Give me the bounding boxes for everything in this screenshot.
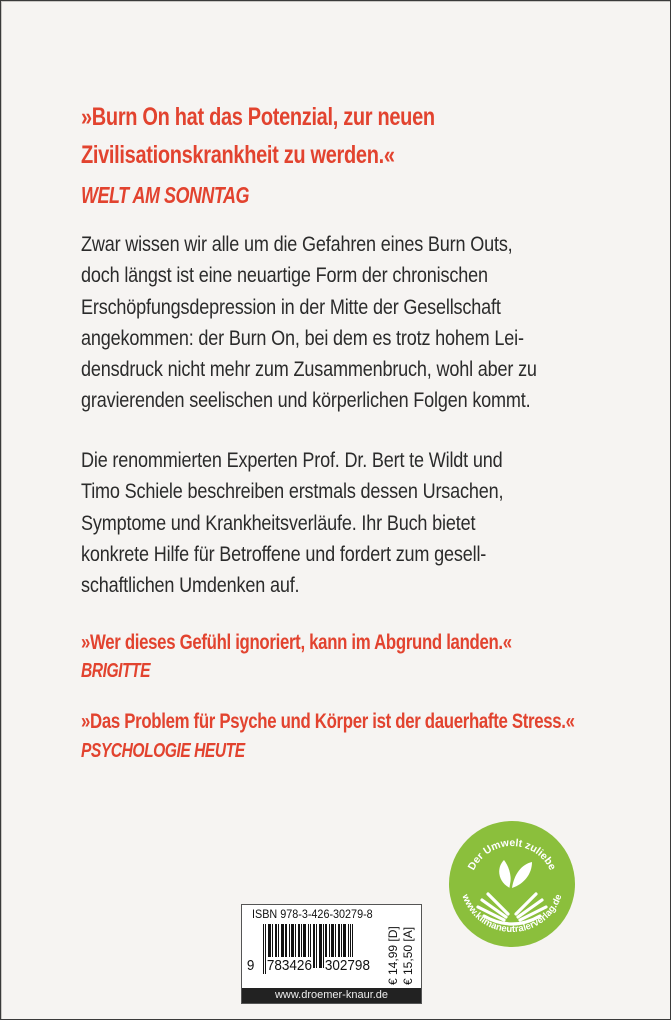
blurb-line: Die renommierten Experten Prof. Dr. Bert te Wildt und: [81, 449, 503, 472]
barcode-digits-group-1: 783426: [266, 957, 312, 974]
price-germany: € 14,99 [D]: [386, 926, 400, 985]
blurb-paragraph-1: [81, 229, 537, 417]
blurb-line: densdruck nicht mehr zum Zusammenbruch, wohl aber zu: [81, 358, 537, 382]
blurb-line: gravierenden seelischen und körperlichen Folgen kommt.: [81, 389, 531, 413]
blurb-line: Erschöpfungsdepression in der Mitte der Gesellschaft: [81, 295, 501, 319]
press-quote-brigitte: »Wer dieses Gefühl ignoriert, kann im Abgrund landen.«: [81, 631, 512, 654]
barcode-label: [241, 904, 422, 1004]
press-quote-source-brigitte: BRIGITTE: [81, 660, 151, 682]
blurb-paragraph-2: [81, 445, 503, 601]
blurb-line: schaftlichen Umdenken auf.: [81, 574, 300, 598]
press-quote-psychologie-heute: »Das Problem für Psyche und Körper ist der dauerhafte Stress.«: [81, 710, 575, 733]
isbn-number: ISBN 978-3-426-30279-8: [252, 907, 373, 921]
barcode-digits-group-2: 302798: [324, 957, 370, 974]
blurb-line: Timo Schiele beschreiben erstmals dessen Ursachen,: [81, 480, 504, 504]
main-quote-source: WELT AM SONNTAG: [81, 182, 250, 208]
main-quote-line-2: Zivilisationskrankheit zu werden.«: [81, 141, 395, 169]
blurb-line: Zwar wissen wir alle um die Gefahren eines Burn Outs,: [81, 233, 513, 256]
eco-seal-url: www.klimaneutralerverlag.de: [459, 892, 565, 936]
main-quote-line-1: »Burn On hat das Potenzial, zur neuen: [81, 103, 435, 131]
blurb-line: doch längst ist eine neuartige Form der chronischen: [81, 264, 488, 288]
blurb-line: konkrete Hilfe für Betroffene und fordert zum gesell-: [81, 542, 487, 566]
press-quote-source-psychologie-heute: PSYCHOLOGIE HEUTE: [81, 740, 245, 762]
price-austria: € 15,50 [A]: [401, 926, 415, 985]
blurb-line: Symptome und Krankheitsverläufe. Ihr Buch bietet: [81, 511, 476, 535]
blurb-line: angekommen: der Burn On, bei dem es trotz hohem Lei-: [81, 326, 524, 350]
eco-seal-icon: [448, 820, 576, 948]
barcode-digit-first: 9: [246, 957, 255, 974]
publisher-url: www.droemer-knaur.de: [242, 988, 421, 1003]
eco-seal-top-text: Der Umwelt zuliebe: [465, 836, 559, 873]
